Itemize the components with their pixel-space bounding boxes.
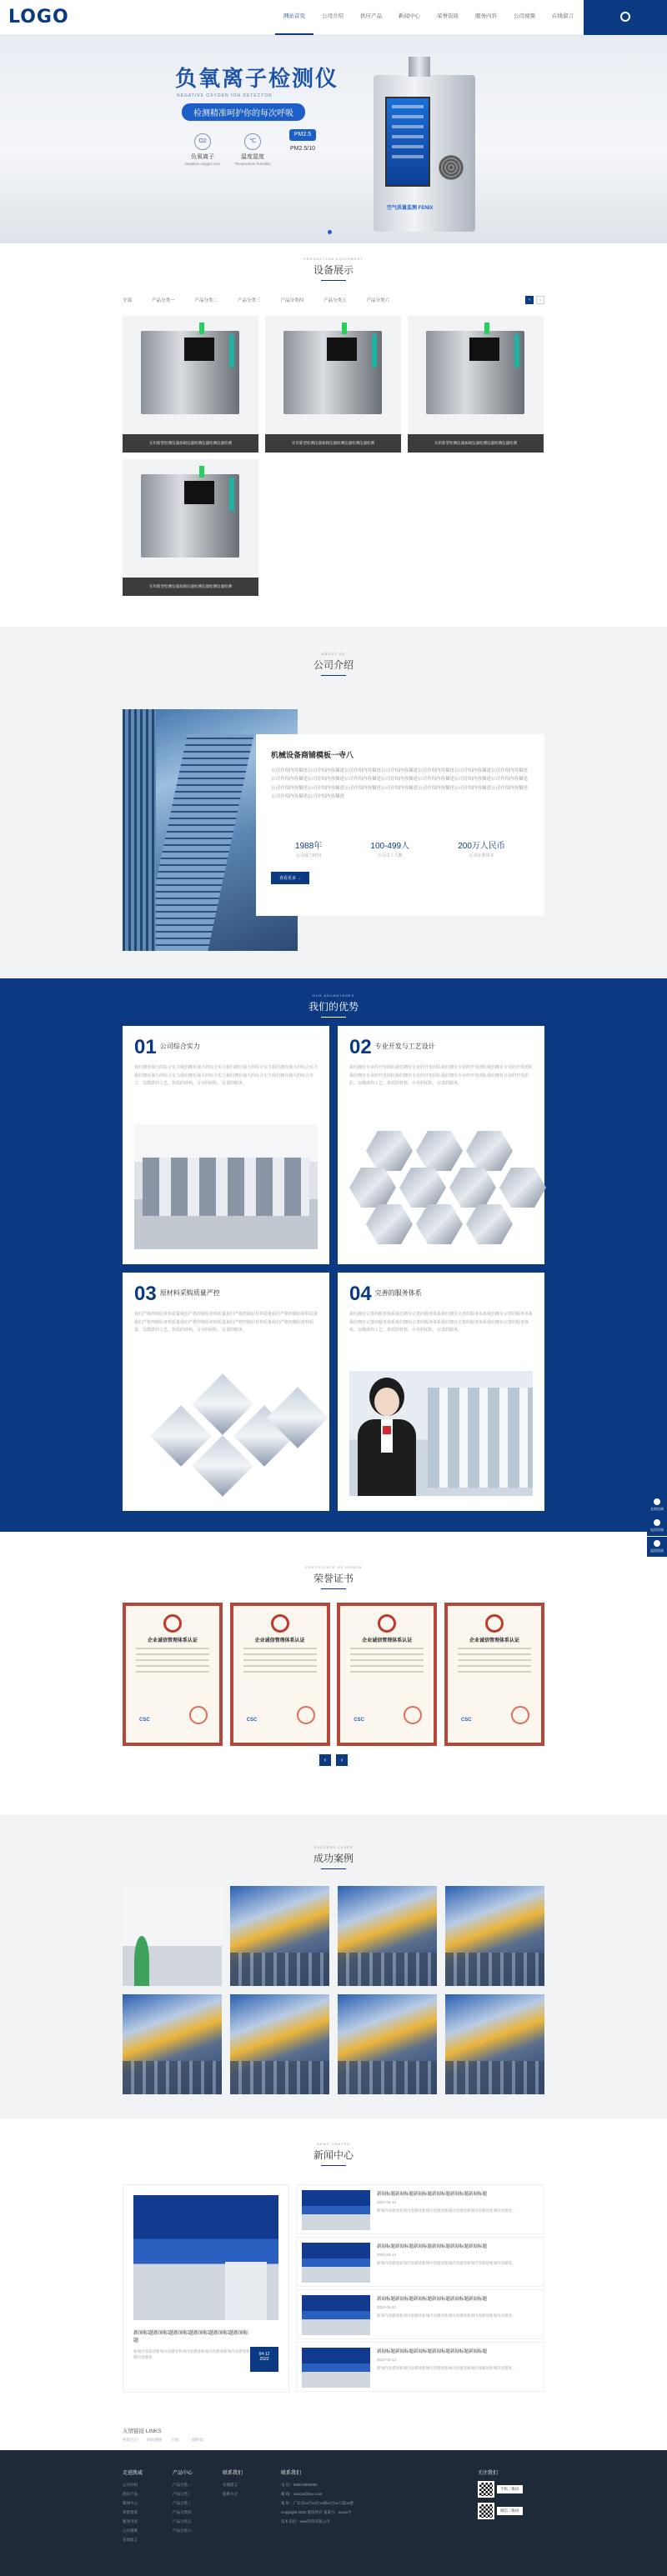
feature-label: PM2.5/10 — [290, 146, 315, 152]
phone-icon — [654, 1519, 660, 1526]
case-image[interactable] — [230, 1886, 329, 1986]
footer-copyright: Copyright 2022 版权所有 备案号：xxxxx号 — [281, 2510, 352, 2514]
section-title-cn: 公司介绍 — [313, 659, 354, 671]
emblem-icon — [485, 1614, 504, 1633]
company-body: 公司介绍内容描述公司介绍内容描述公司介绍内容描述公司介绍内容描述公司介绍内容描述公司介绍内容描述公司介绍内容描述公司介绍内容描述公司介绍内容描述公司介绍内容描述公司介绍内容描述公司介绍内容描述公司介绍内容描述公司介绍内容描述公司介绍内容描述公司介绍内容描述公司介绍内容描述公司介绍内容描述公司介绍内容描述公司介绍内容描述公司介绍内容描述公司介绍内容描述公司介绍内容描述 — [271, 768, 529, 800]
section-title — [123, 257, 544, 281]
feature-temperature — [232, 133, 273, 166]
feature-label: 温度湿度 — [241, 154, 264, 160]
certificate-card[interactable] — [337, 1603, 437, 1746]
section-title-en: PRODUCTION EQUIPMENT — [303, 257, 364, 261]
friend-links — [0, 2417, 667, 2450]
footer-link[interactable]: 在线留言 — [123, 2538, 138, 2542]
certificate-card[interactable] — [444, 1603, 544, 1746]
feature-sub: Temperature humidity — [234, 162, 271, 166]
prev-arrow-button[interactable]: ‹ — [525, 296, 534, 304]
certificate-title: 企业诚信管理体系认证 — [254, 1638, 305, 1643]
advantage-number: 01 — [134, 1036, 157, 1058]
section-title-cn: 新闻中心 — [313, 2149, 354, 2161]
site-footer — [0, 2450, 667, 2576]
side-phone-button[interactable]: 电话咨询 — [647, 1516, 667, 1536]
friend-link[interactable]: 百度 — [171, 2438, 179, 2442]
advantage-card — [338, 1026, 544, 1264]
news-title[interactable]: 新闻标题新闻标题新闻标题新闻标题新闻标题新闻标题 — [377, 2192, 488, 2197]
news-title[interactable]: 新闻标题新闻标题新闻标题新闻标题新闻标题新闻标题 — [377, 2244, 488, 2249]
news-item[interactable] — [296, 2237, 544, 2287]
footer-link[interactable]: 产品分类六 — [173, 2528, 192, 2533]
featured-news-title[interactable]: 新闻标题新闻标题新闻标题新闻标题新闻标题新闻标题 — [133, 2331, 249, 2343]
news-item[interactable] — [296, 2289, 544, 2339]
advantage-text: 我们严格控制原材料质量我们严格控制原材料质量我们严格控制原材料质量我们严格控制原材料质量我们严格控制原材料质量我们严格控制原材料质量我们严格控制原材料质量我们严格控制原材料质量，以精湛的工艺，优质的材料，专业的团队，完善的服务。 — [134, 1312, 318, 1333]
footer-link[interactable]: 供应产品 — [123, 2492, 138, 2496]
footer-link[interactable]: 公司视频 — [123, 2528, 138, 2533]
emblem-icon — [378, 1614, 396, 1633]
slider-dot[interactable] — [328, 230, 332, 234]
feature-label: 负氧离子 — [191, 154, 214, 160]
news-item[interactable] — [296, 2184, 544, 2234]
certificate-card[interactable] — [230, 1603, 330, 1746]
certificate-logo: CSC — [354, 1718, 364, 1723]
emblem-icon — [271, 1614, 289, 1633]
news-thumbnail — [302, 2190, 370, 2230]
section-title-cn: 设备展示 — [313, 264, 354, 276]
footer-link[interactable]: 荣誉资质 — [123, 2510, 138, 2514]
nav-home[interactable]: 网站首页 — [275, 0, 313, 35]
news-date: 2022-04-12 — [377, 2358, 397, 2362]
footer-link[interactable]: 产品分类一 — [173, 2483, 192, 2487]
company-section — [0, 627, 667, 978]
site-header — [0, 0, 667, 35]
footer-col-title: 关注我们 — [478, 2471, 499, 2476]
products-section — [0, 243, 667, 627]
product-label: 实用新型检测仪器加载仪器检测仪器检测仪器检测 — [265, 434, 401, 453]
product-label: 实用新型检测仪器加载仪器检测仪器检测仪器检测 — [408, 434, 544, 453]
news-thumbnail — [302, 2243, 370, 2283]
footer-link[interactable]: 服务内容 — [123, 2519, 138, 2523]
case-image[interactable] — [123, 1994, 222, 2094]
footer-qr — [478, 2468, 544, 2547]
footer-link[interactable]: 产品分类五 — [173, 2519, 192, 2523]
news-thumbnail — [302, 2348, 370, 2388]
featured-news[interactable] — [123, 2184, 289, 2393]
footer-col-title: 产品中心 — [173, 2471, 193, 2476]
certificate-logo: CSC — [139, 1718, 150, 1723]
chat-icon — [654, 1498, 660, 1505]
device-brand: 空气质量监测 FENIX — [387, 206, 434, 211]
case-image[interactable] — [445, 1886, 544, 1986]
search-icon[interactable] — [620, 12, 630, 22]
advantage-text: 我们拥有专业的开发团队我们拥有专业的开发团队我们拥有专业的开发团队我们拥有专业的开发团队我们拥有专业的开发团队我们拥有专业的开发团队我们拥有专业的开发团队我们拥有专业的开发团队，以精湛的工艺，优质的材料，专业的团队，完善的服务。 — [349, 1065, 533, 1086]
nav-products[interactable]: 供应产品 — [360, 13, 382, 19]
service-staff-image — [349, 1371, 533, 1496]
section-title — [123, 2142, 544, 2166]
oxygen-icon: O2 — [194, 133, 211, 150]
case-image[interactable] — [230, 1994, 329, 2094]
news-thumbnail — [302, 2295, 370, 2335]
case-image[interactable] — [123, 1886, 222, 1986]
news-date: 2022-04-12 — [377, 2305, 397, 2309]
case-image[interactable] — [445, 1994, 544, 2094]
certificate-card[interactable] — [123, 1603, 223, 1746]
footer-contact — [281, 2468, 448, 2547]
featured-news-date: 04-12 2022 — [250, 2347, 278, 2372]
advantage-number: 02 — [349, 1036, 372, 1058]
company-stats — [271, 838, 529, 858]
certificate-title: 企业诚信管理体系认证 — [362, 1638, 413, 1643]
tab-category-2[interactable]: 产品分类二 — [194, 298, 218, 303]
footer-address: 地 址：广东省xx市xx区xx路xx号xx大厦xx楼 — [281, 2501, 354, 2505]
advantages-section — [0, 978, 667, 1532]
friend-link[interactable]: 网站链接 — [147, 2438, 163, 2442]
footer-link[interactable]: 产品分类四 — [173, 2510, 192, 2514]
footer-link[interactable]: 在线留言 — [223, 2483, 238, 2487]
nav-honor[interactable]: 荣誉资质 — [437, 13, 459, 19]
footer-col-title: 走进凯威 — [123, 2471, 143, 2476]
banner-slogan: 检测精准呵护你的每次呼吸 — [182, 103, 305, 121]
honor-section — [0, 1532, 667, 1815]
side-consult-button[interactable]: 在线咨询 — [647, 1495, 667, 1515]
tab-all[interactable]: 全部 — [123, 298, 133, 303]
news-date: 2022-04-12 — [377, 2253, 397, 2257]
section-title — [123, 993, 544, 1018]
product-tabs — [123, 296, 544, 304]
product-label: 实用新型检测仪器加载仪器检测仪器检测仪器检测 — [123, 434, 258, 453]
section-title-en: OUR ADVANTAGES — [312, 993, 355, 998]
footer-col-contact — [223, 2468, 273, 2547]
main-nav — [275, 0, 582, 35]
pm-badge: PM2.5 — [289, 129, 316, 141]
cases-section — [0, 1815, 667, 2118]
company-more-button[interactable]: 查看更多 → — [271, 872, 309, 884]
qr-code-icon — [478, 2481, 494, 2498]
section-title-cn: 成功案例 — [313, 1853, 354, 1864]
news-title[interactable]: 新闻标题新闻标题新闻标题新闻标题新闻标题新闻标题 — [377, 2349, 488, 2354]
nav-message[interactable]: 在线留言 — [552, 13, 574, 19]
certificate-title: 企业诚信管理体系认证 — [469, 1638, 519, 1643]
product-grid — [123, 316, 544, 596]
stat-capital: 200万人民币 公司注册资本 — [458, 842, 505, 858]
advantage-title: 公司综合实力 — [159, 1043, 200, 1050]
feature-sub: Negative oxygen ions — [184, 162, 221, 166]
news-date: 2022-04-12 — [377, 2200, 397, 2204]
advantage-text: 我们拥有强大的综合实力我们拥有强大的综合实力我们拥有强大的综合实力我们拥有强大的综合实力我们拥有强大的综合实力我们拥有强大的综合实力我们拥有强大的综合实力我们拥有强大的综合实力，以精湛的工艺，优质的材料，专业的团队，完善的服务。 — [134, 1065, 318, 1086]
footer-col-title: 联系我们 — [223, 2471, 243, 2476]
footer-link[interactable]: 联系方式 — [223, 2492, 238, 2496]
banner-title: 负氧离子检测仪 — [175, 67, 339, 92]
footer-link[interactable]: 产品分类二 — [173, 2492, 192, 2496]
footer-email: 邮 箱：xxxxxx@xxx.com — [281, 2492, 323, 2496]
next-arrow-button[interactable]: › — [536, 296, 544, 304]
section-title-en: SUCCESS CASES — [313, 1845, 354, 1849]
tab-category-5[interactable]: 产品分类五 — [323, 298, 347, 303]
nav-video[interactable]: 公司视频 — [514, 13, 535, 19]
certificate-logo: CSC — [460, 1718, 472, 1723]
friend-link[interactable]: 阿里巴巴 — [123, 2438, 138, 2442]
tab-category-1[interactable]: 产品分类一 — [152, 298, 175, 303]
featured-news-desc: 新闻内容描述新闻内容描述新闻内容描述新闻内容描述新闻内容描述新闻内容描述 — [133, 2349, 250, 2360]
certificate-logo: CSC — [246, 1718, 258, 1723]
news-list — [296, 2184, 544, 2394]
product-card[interactable] — [123, 316, 258, 453]
header-search-block[interactable] — [584, 0, 667, 35]
emblem-icon — [163, 1614, 182, 1633]
qr-label: 手机二维码 — [497, 2485, 523, 2493]
advantage-number: 04 — [349, 1283, 372, 1305]
feature-oxygen — [182, 133, 223, 166]
certificate-title: 企业诚信管理体系认证 — [147, 1638, 198, 1643]
advantage-title: 完善的服务体系 — [374, 1289, 422, 1297]
section-title — [123, 1845, 544, 1869]
stat-founded: 1988年 公司成立时间 — [295, 842, 323, 858]
advantage-number: 03 — [134, 1283, 157, 1305]
news-item[interactable] — [296, 2342, 544, 2392]
friend-link[interactable]: 三鼎科技 — [188, 2438, 203, 2442]
side-float-bar — [647, 1495, 667, 1558]
product-card[interactable] — [123, 459, 258, 596]
section-title-en: CERTIFICATE OF HONOR — [304, 1565, 363, 1569]
workshop-image — [134, 1124, 318, 1249]
footer-phone: 电 话：0000-0000000 — [281, 2483, 318, 2487]
product-label: 实用新型检测仪器加载仪器检测仪器检测仪器检测 — [123, 578, 258, 596]
detector-device-image — [374, 75, 475, 232]
footer-col-about — [123, 2468, 173, 2547]
honor-next-button[interactable]: › — [336, 1754, 348, 1766]
news-title[interactable]: 新闻标题新闻标题新闻标题新闻标题新闻标题新闻标题 — [377, 2297, 488, 2302]
product-card[interactable] — [408, 316, 544, 453]
news-desc: 新闻内容描述新闻内容描述新闻内容描述新闻内容描述新闻内容描述新闻内容描述... — [377, 2261, 515, 2265]
stat-employees: 100-499人 公司员工人数 — [370, 842, 410, 858]
hero-banner — [0, 35, 667, 243]
featured-news-image — [133, 2195, 278, 2320]
tab-category-6[interactable]: 产品分类六 — [366, 298, 390, 303]
diamond-collage-image — [134, 1371, 318, 1496]
thermometer-icon: ℃ — [244, 133, 261, 150]
side-top-button[interactable]: 返回顶部 — [647, 1537, 667, 1557]
company-heading: 机械设备商铺模板一寺八 — [271, 751, 354, 759]
advantage-text: 我们拥有完善的服务体系我们拥有完善的服务体系我们拥有完善的服务体系我们拥有完善的服务体系我们拥有完善的服务体系我们拥有完善的服务体系我们拥有完善的服务体系我们拥有完善的服务体系，以精湛的工艺，优质的材料，专业的团队，完善的服务。 — [349, 1312, 533, 1333]
advantage-card — [123, 1026, 329, 1264]
hexagon-collage-image — [349, 1124, 533, 1249]
advantage-card — [123, 1273, 329, 1511]
footer-support: 技术支持：xxxx科技有限公司 — [281, 2519, 330, 2523]
section-title-cn: 我们的优势 — [308, 1001, 359, 1013]
tab-category-4[interactable]: 产品分类四 — [280, 298, 304, 303]
nav-news[interactable]: 新闻中心 — [399, 13, 420, 19]
arrow-up-icon — [654, 1540, 660, 1547]
section-title — [123, 1565, 544, 1589]
news-section — [0, 2118, 667, 2417]
case-image[interactable] — [338, 1886, 437, 1986]
banner-subtitle: NEGATIVE OXYGEN ION DETECTOR — [177, 93, 273, 98]
product-card[interactable] — [265, 316, 401, 453]
qr-label: 微信二维码 — [497, 2507, 523, 2515]
news-desc: 新闻内容描述新闻内容描述新闻内容描述新闻内容描述新闻内容描述新闻内容描述... — [377, 2313, 515, 2318]
nav-service[interactable]: 服务内容 — [475, 13, 497, 19]
footer-col-title: 联系我们 — [281, 2471, 302, 2476]
nav-about[interactable]: 公司介绍 — [322, 13, 344, 19]
news-desc: 新闻内容描述新闻内容描述新闻内容描述新闻内容描述新闻内容描述新闻内容描述... — [377, 2366, 515, 2370]
qr-code-icon — [478, 2503, 494, 2519]
section-title-en: NEWS CENTER — [316, 2142, 351, 2146]
footer-link[interactable]: 公司介绍 — [123, 2483, 138, 2487]
feature-pm — [282, 127, 323, 152]
case-image[interactable] — [338, 1994, 437, 2094]
footer-link[interactable]: 产品分类三 — [173, 2501, 192, 2505]
news-desc: 新闻内容描述新闻内容描述新闻内容描述新闻内容描述新闻内容描述新闻内容描述... — [377, 2208, 515, 2213]
footer-link[interactable]: 新闻中心 — [123, 2501, 138, 2505]
site-logo[interactable]: LOGO — [8, 7, 69, 28]
honor-prev-button[interactable]: ‹ — [319, 1754, 331, 1766]
advantage-card — [338, 1273, 544, 1511]
company-info-box — [256, 734, 544, 916]
advantage-title: 专业开发与工艺设计 — [374, 1043, 435, 1050]
links-title: 友情链接 LINKS — [123, 2428, 162, 2434]
section-title-cn: 荣誉证书 — [313, 1573, 354, 1584]
section-title-en: ABOUT US — [321, 652, 346, 656]
tab-category-3[interactable]: 产品分类三 — [238, 298, 261, 303]
section-title — [123, 652, 544, 676]
fan-icon — [439, 155, 464, 180]
advantage-title: 原材料采购质量严控 — [159, 1289, 220, 1297]
footer-col-products — [173, 2468, 223, 2547]
